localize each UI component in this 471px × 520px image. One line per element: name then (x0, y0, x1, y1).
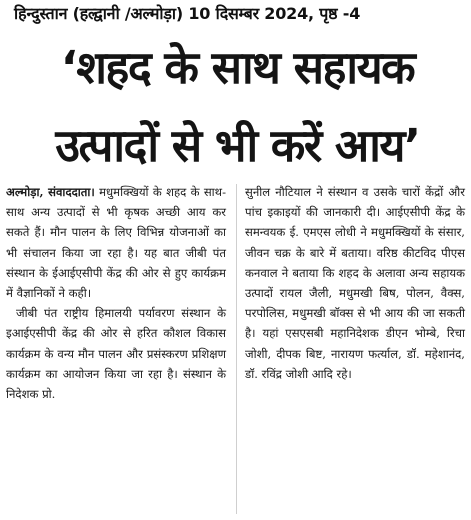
dateline: अल्मोड़ा, संवाददाता। (6, 185, 95, 199)
article-paragraph-3: सुनील नौटियाल ने संस्थान व उसके चारों केंद्रों और पांच इकाइयों की जानकारी दी। आईएसीपी केंद्र के समन्वयक ई. एमएस लोधी ने मधुमक्खियों के संसार, जीवन चक्र के बारे में बताया। वरिष्ठ कीटविद पीएस कनवाल ने बताया कि शहद के अलावा अन्य सहायक उत्पादों रायल जैली, मधुमखी बिष, पोलन, वैक्स, परपोलिस, मधुमखी बॉक्स से भी आय की जा सकती है। यहां एसएसबी महानिदेशक डीएन भोम्बे, रिचा जोशी, दीपक बिष्ट, नारायण फर्त्याल, डॉ. महेशानंद, डॉ. रविंद्र जोशी आदि रहे। (245, 185, 465, 381)
headline-line-1: ‘शहद के साथ सहायक (60, 41, 415, 94)
source-citation: हिन्दुस्तान (हल्द्वानी /अल्मोड़ा) 10 दिसम्बर 2024, पृष्ठ -4 (14, 4, 361, 23)
article-paragraph-2: जीबी पंत राष्ट्रीय हिमालयी पर्यावरण संस्थान के इआईएसीपी केंद्र की ओर से हरित कौशल विकास कार्यक्रम के वन्य मौन पालन और प्रसंस्करण प्रशिक्षण कार्यक्रम का आयोजन किया जा रहा है। संस्थान के निदेशक प्रो. (6, 306, 226, 402)
article-paragraph-1 (6, 182, 226, 303)
column-divider (236, 184, 237, 514)
article-column-right (245, 182, 465, 384)
article-column-left (6, 182, 226, 404)
article-paragraph-1-text: मधुमक्खियों के शहद के साथ-साथ अन्य उत्पादों से भी कृषक अच्छी आय कर सकते हैं। मौन पालन के लिए विभिन्न योजनाओं का भी संचालन किया जा रहा है। यह बात जीबी पंत संस्थान के ईआईएसीपी केंद्र की ओर से हुए कार्यक्रम में वैज्ञानिकों ने कही। (6, 185, 226, 301)
headline-line-2: उत्पादों से भी करें आय’ (55, 119, 420, 172)
